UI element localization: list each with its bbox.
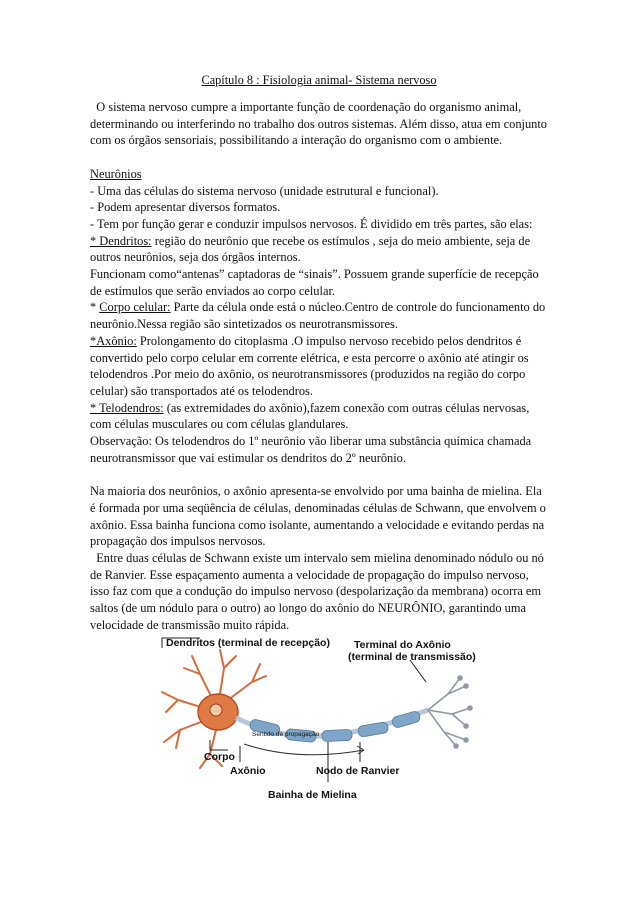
mielina-paragraph-2: Entre duas células de Schwann existe um intervalo sem mielina denominado nódulo ou nó de Ranvier. Esse espaçamento aumenta a velocidade de propagação do impulso nervoso, isso faz com que a condução do impulso nervoso (despolarização da membrana) ocorra em saltos (de um nódulo para o outro) ao longo do axônio do NEURÔNIO, garantindo uma velocidade de transmissão muito rápida. (90, 550, 547, 632)
neuronios-heading: Neurônios (90, 166, 142, 181)
observacao-paragraph: Observação: Os telodendros do 1º neurônio vão liberar uma substância química chamada neurotransmissor que vai estimular os dendritos do 2º neurônio. (90, 434, 532, 465)
label-dendritos: Dendritos (terminal de recepção) (166, 637, 330, 649)
bullet-2: - Podem apresentar diversos formatos. (90, 200, 281, 215)
label-terminal-1: Terminal do Axônio (354, 639, 451, 651)
telodendros-label: * Telodendros: (90, 400, 164, 415)
nucleus (210, 704, 222, 716)
antenas-paragraph: Funcionam como“antenas” captadoras de “sinais”. Possuem grande superfície de recepção de estímulos que serão enviados ao corpo celular. (90, 267, 539, 298)
intro-text: O sistema nervoso cumpre a importante função de coordenação do organismo animal, determinando ou interferindo no trabalho dos outros sistemas. Além disso, atua em conjunto com os órgãos sensoriais, possibilitando a interação do organismo com o ambiente. (90, 100, 547, 148)
axonio-paragraph (90, 333, 548, 400)
telodendros-paragraph (90, 400, 548, 433)
axonio-label: *Axônio: (90, 333, 137, 348)
intro-paragraph (90, 99, 548, 149)
propagation-arrow (244, 744, 364, 755)
label-sentido: Sentido de propagação (252, 731, 320, 738)
corpo-paragraph (90, 299, 548, 332)
axon-terminals (428, 676, 472, 748)
document-body (90, 99, 548, 633)
corpo-text: Parte da célula onde está o núcleo.Centro de controle do funcionamento do neurônio.Nessa região são sintetizados os neurotransmissores. (90, 300, 546, 332)
corpo-prefix: * (90, 300, 100, 315)
neuron-diagram (140, 634, 480, 804)
corpo-label: Corpo celular: (99, 300, 171, 315)
axonio-text: Prolongamento do citoplasma .O impulso nervoso recebido pelos dendritos é convertido pelo corpo celular em corrente elétrica, e esta percorre o axônio até atingir os telodendros .Por meio do axônio, os neurotransmissores (produzidos na região do corpo celular) são transportados até os telodendros. (90, 333, 529, 398)
dendritos-label: * Dendritos: (90, 233, 152, 248)
label-nodo: Nodo de Ranvier (316, 765, 400, 777)
telodendros-text: (as extremidades do axônio),fazem conexão com outras células nervosas, com células musculares ou com células glandulares. (90, 400, 530, 432)
mielina-paragraph-1: Na maioria dos neurônios, o axônio apresenta-se envolvido por uma bainha de mielina. Ela é formada por uma seqüência de células, denominadas células de Schwann, que envolvem o axônio. Essa bainha funciona como isolante, aumentando a velocidade e evitando perdas na propagação dos impulsos nervosos. (90, 484, 546, 549)
bullet-1: - Uma das células do sistema nervoso (unidade estrutural e funcional). (90, 183, 439, 198)
chapter-title (0, 72, 638, 88)
chapter-title-text: Capítulo 8 : Fisiologia animal- Sistema nervoso (201, 73, 437, 87)
label-corpo: Corpo (204, 751, 235, 763)
label-bainha: Bainha de Mielina (268, 789, 357, 801)
dendritos-paragraph (90, 233, 548, 266)
label-terminal-2: (terminal de transmissão) (348, 651, 476, 663)
label-axonio: Axônio (230, 765, 266, 777)
dendritos-text: região do neurônio que recebe os estímulos , seja do meio ambiente, seja de outros neurônios, seja dos órgãos internos. (90, 233, 531, 265)
bullet-3: - Tem por função gerar e conduzir impulsos nervosos. É dividido em três partes, são elas: (90, 216, 533, 231)
